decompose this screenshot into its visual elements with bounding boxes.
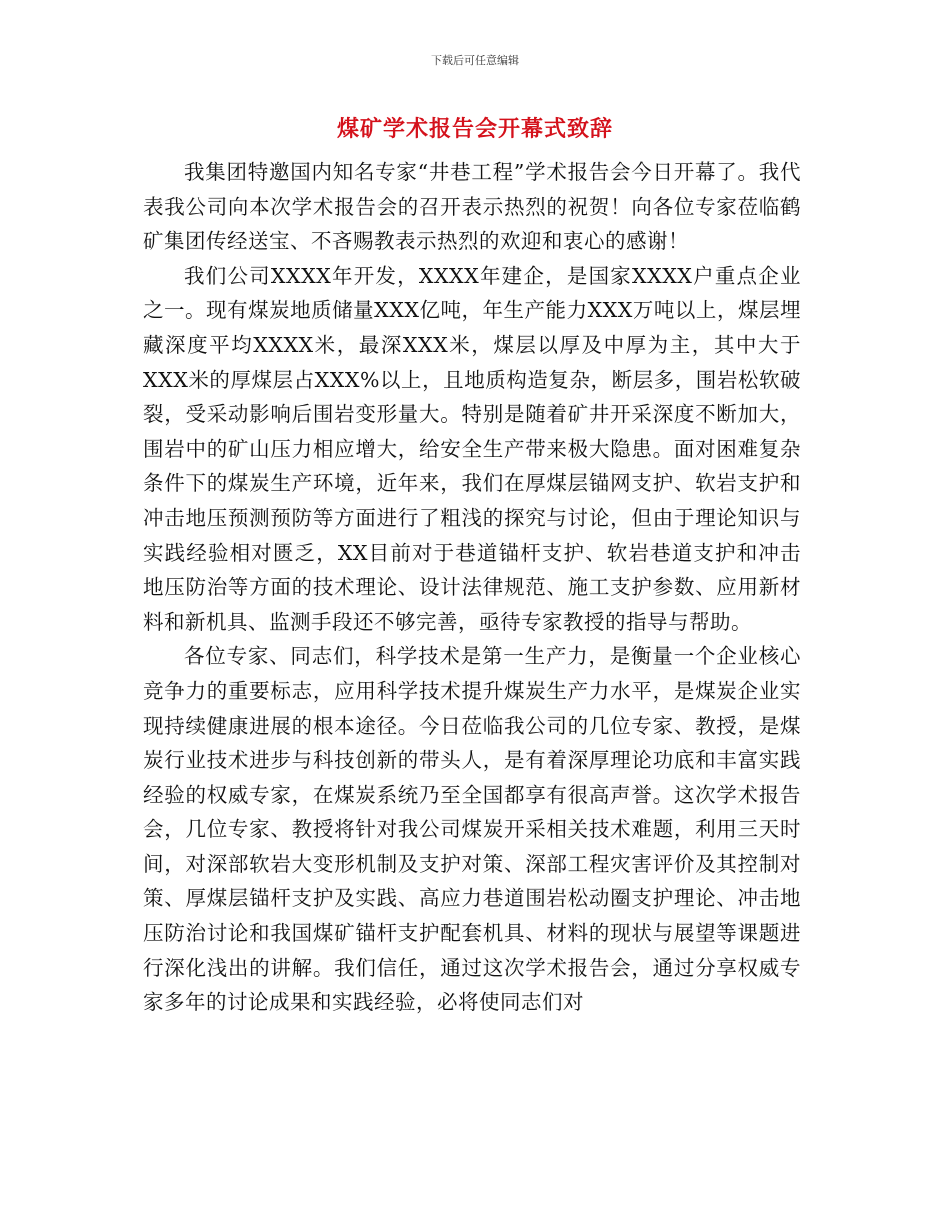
document-title: 煤矿学术报告会开幕式致辞	[336, 116, 613, 142]
paragraph-opening: 我集团特邀国内知名专家“井巷工程”学术报告会今日开幕了。我代表我公司向本次学术报告会的召开表示热烈的祝贺！向各位专家莅临鹤矿集团传经送宝、不吝赐教表示热烈的欢迎和衷心的感谢！	[143, 160, 801, 254]
paragraph-company-overview: 我们公司XXXX年开发，XXXX年建企，是国家XXXX户重点企业之一。现有煤炭地质储量XXX亿吨，年生产能力XXX万吨以上，煤层埋藏深度平均XXXX米，最深XXX米，煤层以厚及中厚为主，其中大于XXX米的厚煤层占XXX%以上，且地质构造复杂，断层多，围岩松软破裂，受采动影响后围岩变形量大。特别是随着矿井开采深度不断加大，围岩中的矿山压力相应增大，给安全生产带来极大隐患。面对困难复杂条件下的煤炭生产环境，近年来，我们在厚煤层锚网支护、软岩支护和冲击地压预测预防等方面进行了粗浅的探究与讨论，但由于理论知识与实践经验相对匮乏，XX目前对于巷道锚杆支护、软岩巷道支护和冲击地压防治等方面的技术理论、设计法律规范、施工支护参数、应用新材料和新机具、监测手段还不够完善，亟待专家教授的指导与帮助。	[143, 263, 801, 634]
document-body	[143, 155, 801, 1020]
paragraph-experts: 各位专家、同志们，科学技术是第一生产力，是衡量一个企业核心竞争力的重要标志，应用科学技术提升煤炭生产力水平，是煤炭企业实现持续健康进展的根本途径。今日莅临我公司的几位专家、教授，是煤炭行业技术进步与科技创新的带头人，是有着深厚理论功底和丰富实践经验的权威专家，在煤炭系统乃至全国都享有很高声誉。这次学术报告会，几位专家、教授将针对我公司煤炭开采相关技术难题，利用三天时间，对深部软岩大变形机制及支护对策、深部工程灾害评价及其控制对策、厚煤层锚杆支护及实践、高应力巷道围岩松动圈支护理论、冲击地压防治讨论和我国煤矿锚杆支护配套机具、材料的现状与展望等课题进行深化浅出的讲解。我们信任，通过这次学术报告会，通过分享权威专家多年的讨论成果和实践经验，必将使同志们对	[143, 644, 801, 1015]
page-header-note: 下载后可任意编辑	[431, 54, 519, 67]
